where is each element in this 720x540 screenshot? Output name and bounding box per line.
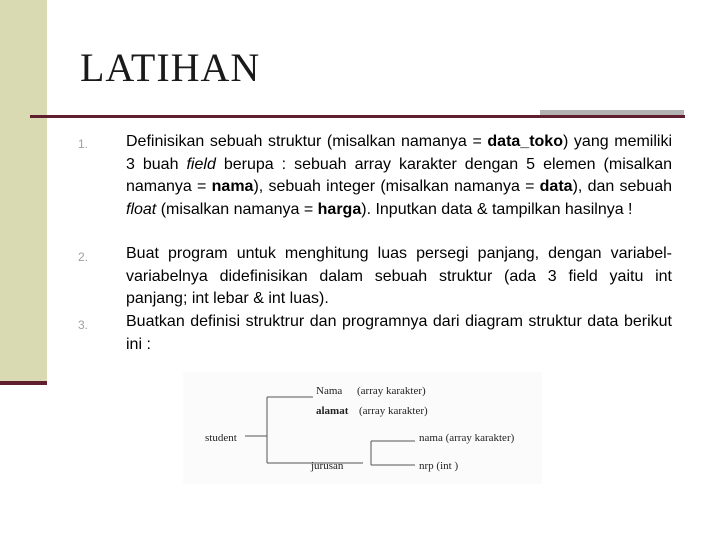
text-segment: data xyxy=(539,178,573,195)
item-text xyxy=(126,133,672,218)
diagram-alamat-type: (array karakter) xyxy=(359,405,428,417)
text-segment: field xyxy=(186,155,216,173)
item-text xyxy=(126,313,672,353)
text-segment: float xyxy=(126,200,157,218)
text-segment: ), dan sebuah xyxy=(572,178,672,195)
diagram-nama-type: (array karakter) xyxy=(357,385,426,397)
item-number: 2. xyxy=(78,250,89,264)
item-text xyxy=(126,245,672,307)
text-segment: ), sebuah integer (misalkan namanya = xyxy=(253,178,540,195)
list-item xyxy=(126,243,672,311)
text-segment: ) yang memiliki 3 buah xyxy=(126,133,673,173)
diagram-jurusan-nrp: nrp (int ) xyxy=(419,460,459,472)
text-segment: data_toko xyxy=(487,133,563,150)
item-number: 1. xyxy=(78,137,89,151)
text-segment: ). Inputkan data & tampilkan hasilnya ! xyxy=(361,200,633,218)
text-segment: Buatkan definisi struktrur dan programnya dari diagram struktur data berikut ini : xyxy=(126,313,672,353)
side-decor-line xyxy=(0,381,47,385)
diagram-jurusan-nama: nama (array karakter) xyxy=(419,432,515,444)
list-item xyxy=(126,131,672,221)
text-segment: (misalkan namanya = xyxy=(156,200,318,218)
list-item xyxy=(126,311,672,356)
item-number: 3. xyxy=(78,318,89,332)
title-rule xyxy=(30,115,685,118)
diagram-jurusan-label: jurusan xyxy=(311,460,344,472)
text-segment: nama xyxy=(211,178,254,195)
side-decor-band xyxy=(0,0,47,384)
text-segment: Buat program untuk menghitung luas persegi panjang, dengan variabel-variabelnya didefinisikan dalam sebuah struktur (ada 3 field yaitu int panjang; int lebar & int luas). xyxy=(126,245,672,307)
slide-title: LATIHAN xyxy=(80,45,261,90)
diagram-nama-label: Nama xyxy=(316,385,343,397)
diagram-alamat-label: alamat xyxy=(316,405,349,417)
diagram-root-label: student xyxy=(205,432,237,444)
text-segment: harga xyxy=(317,200,362,218)
text-segment: berupa : sebuah array karakter dengan 5 elemen (misalkan namanya = xyxy=(126,155,672,195)
structure-diagram xyxy=(183,372,542,484)
diagram-svg xyxy=(183,372,542,484)
text-segment: Definisikan sebuah struktur (misalkan namanya = xyxy=(126,133,488,150)
